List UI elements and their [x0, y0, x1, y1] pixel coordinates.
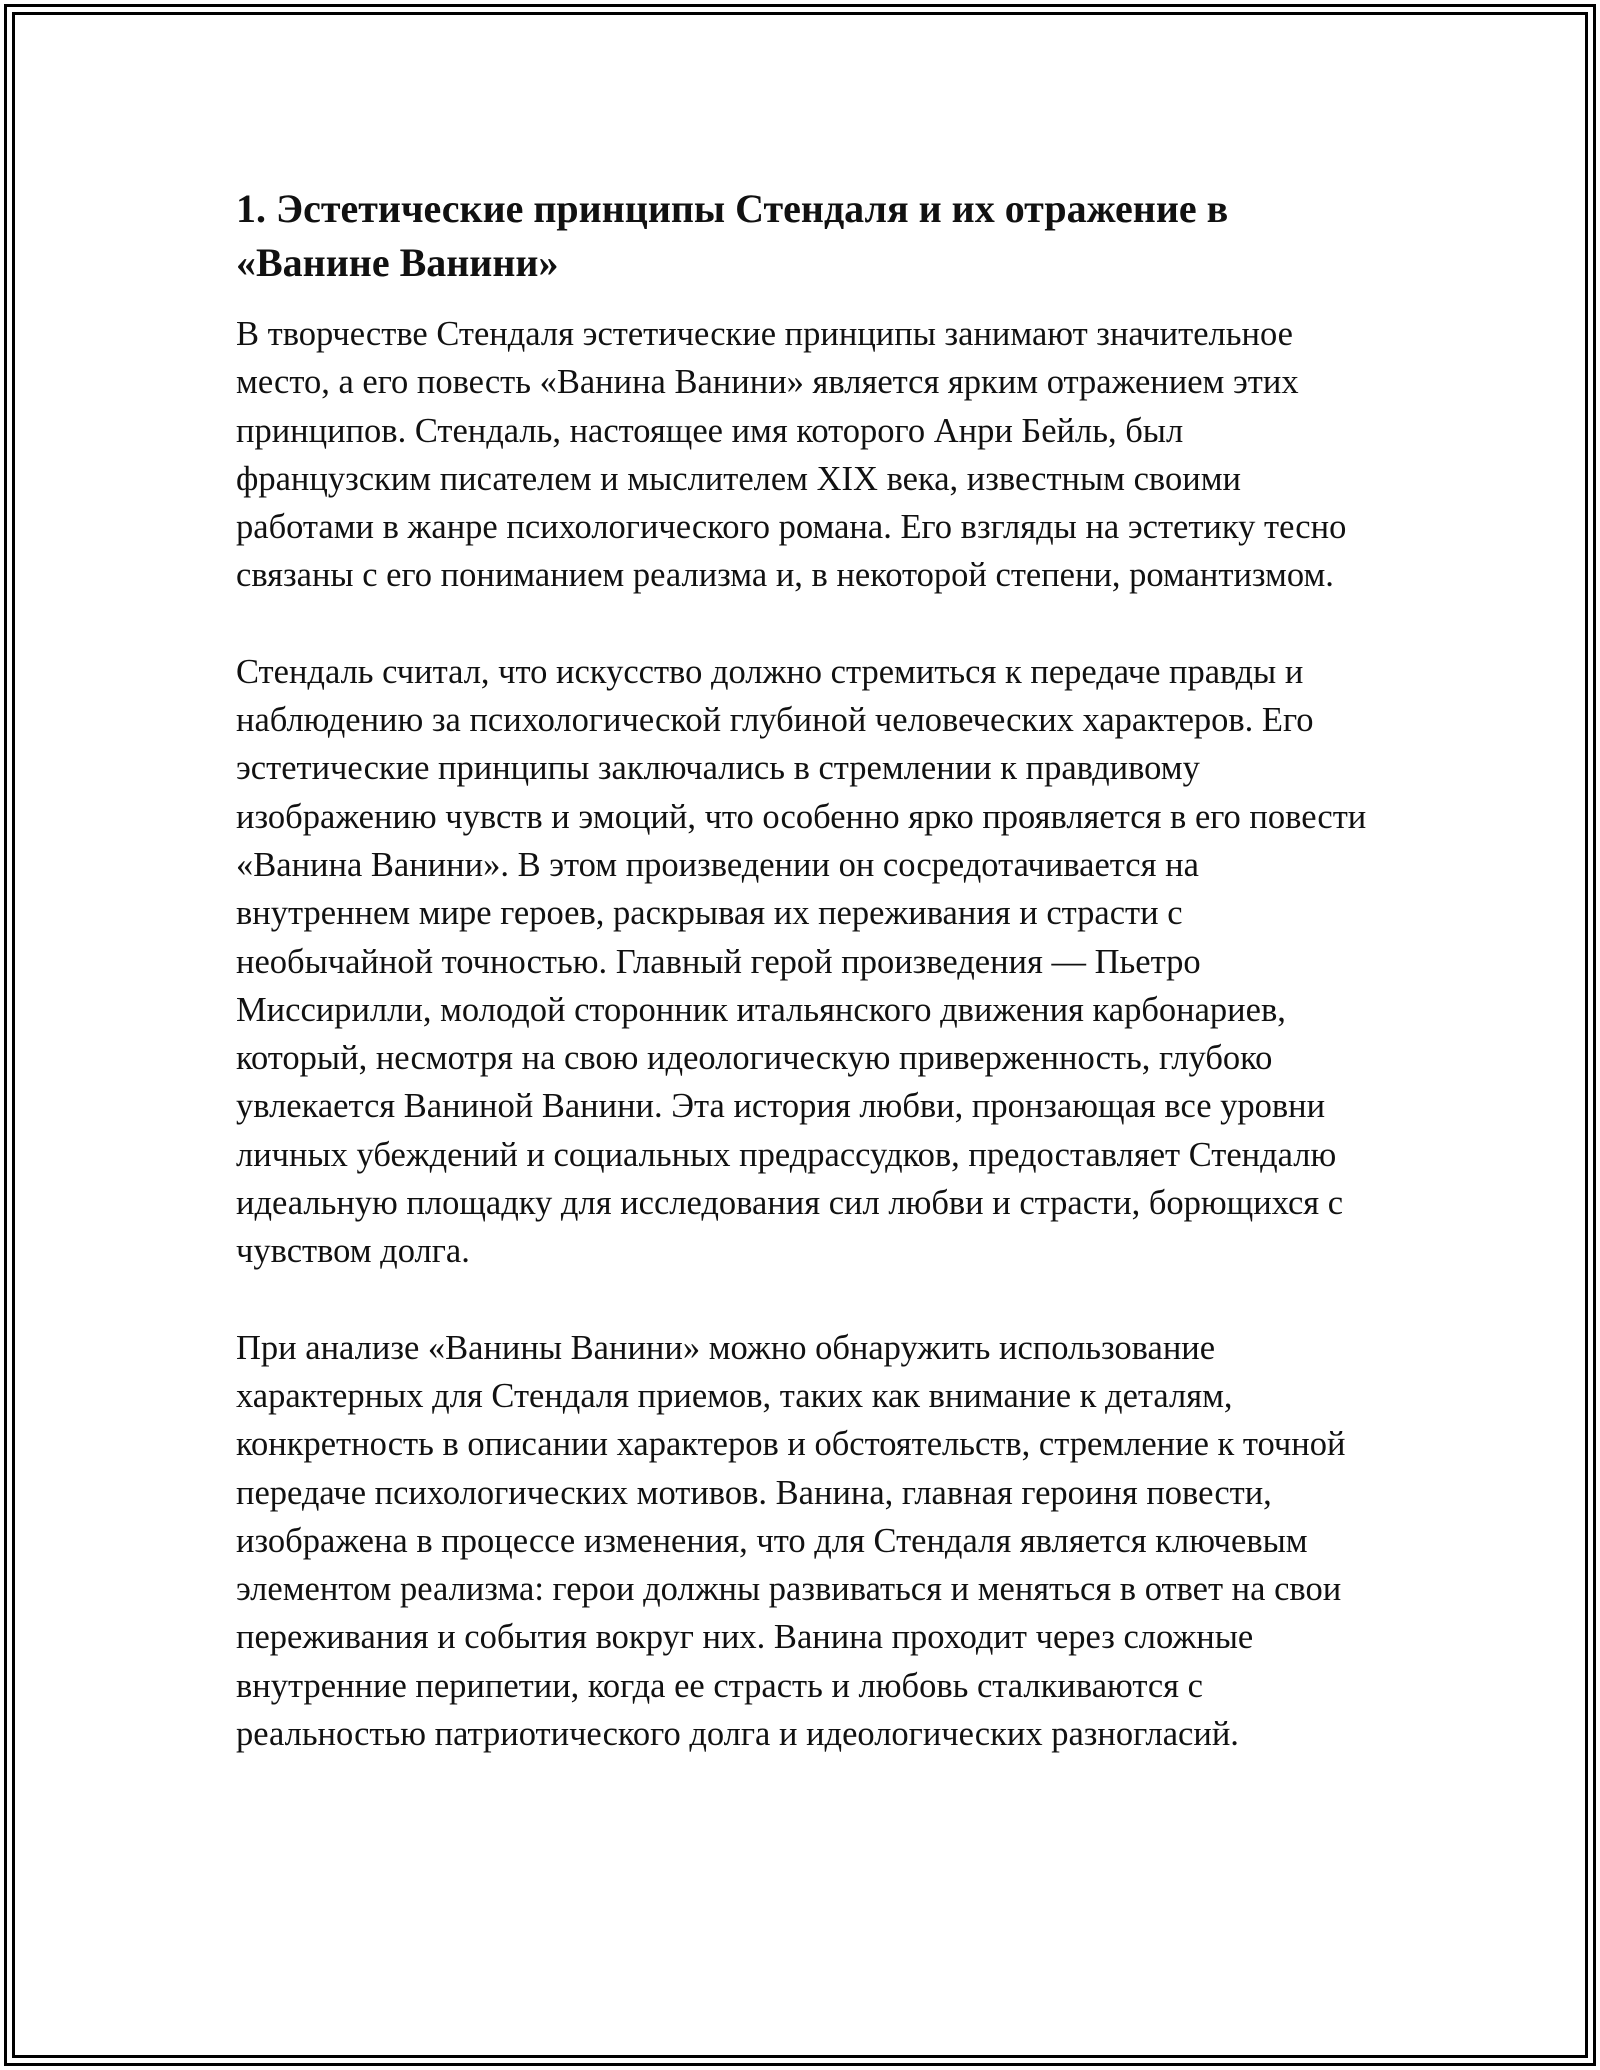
paragraph-1: В творчестве Стендаля эстетические принципы занимают значительное место, а его повесть «Ванина Ванини» является ярким отражением этих принципов. Стендаль, настоящее имя которого Анри Бейль, был французским писателем и мыслителем XIX века, известным своими работами в жанре психологического романа. Его взгляды на эстетику тесно связаны с его пониманием реализма и, в некоторой степени, романтизмом.	[236, 315, 1347, 595]
section-heading: 1. Эстетические принципы Стендаля и их отражение в «Ванине Ванини»	[236, 186, 1229, 285]
document-body	[236, 182, 1376, 1758]
paragraph-3: При анализе «Ванины Ванини» можно обнаружить использование характерных для Стендаля приемов, таких как внимание к деталям, конкретность в описании характеров и обстоятельств, стремление к точной передаче психологических мотивов. Ванина, главная героиня повести, изображена в процессе изменения, что для Стендаля является ключевым элементом реализма: герои должны развиваться и меняться в ответ на свои переживания и события вокруг них. Ванина проходит через сложные внутренние перипетии, когда ее страсть и любовь сталкиваются с реальностью патриотического долга и идеологических разногласий.	[236, 1328, 1346, 1754]
paragraph-2: Стендаль считал, что искусство должно стремиться к передаче правды и наблюдению за психологической глубиной человеческих характеров. Его эстетические принципы заключались в стремлении к правдивому изображению чувств и эмоций, что особенно ярко проявляется в его повести «Ванина Ванини». В этом произведении он сосредотачивается на внутреннем мире героев, раскрывая их переживания и страсти с необычайной точностью. Главный герой произведения — Пьетро Миссирилли, молодой сторонник итальянского движения карбонариев, который, несмотря на свою идеологическую приверженность, глубоко увлекается Ваниной Ванини. Эта история любви, пронзающая все уровни личных убеждений и социальных предрассудков, предоставляет Стендалю идеальную площадку для исследования сил любви и страсти, борющихся с чувством долга.	[236, 652, 1367, 1271]
